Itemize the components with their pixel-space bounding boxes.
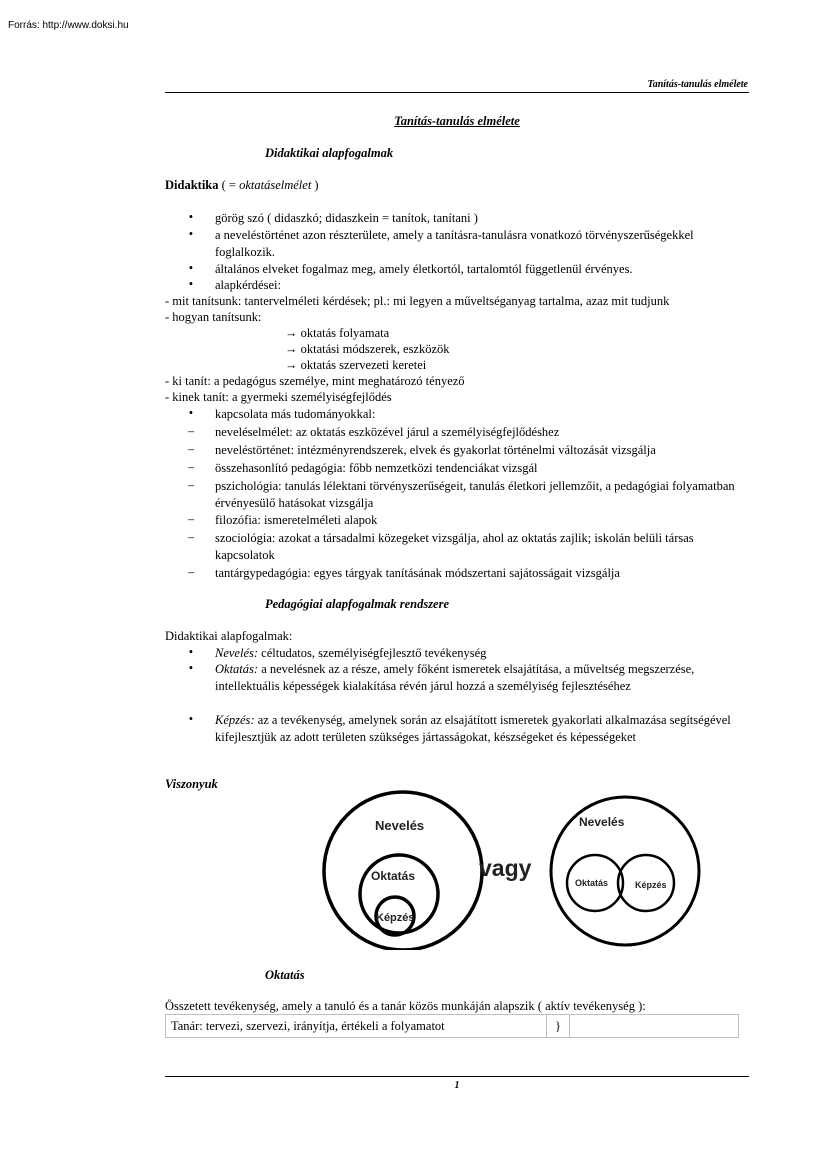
kepzes-label: Képzés xyxy=(376,912,415,924)
page-number: 1 xyxy=(454,1080,460,1091)
concept-term: Oktatás: xyxy=(215,662,259,676)
question-ki: - ki tanít: a pedagógus személye, mint meghatározó tényező xyxy=(165,374,465,388)
list-item: általános elveket fogalmaz meg, amely életkortól, tartalomtól függetlenül érvényes. xyxy=(215,262,633,276)
bullet-icon: • xyxy=(188,210,194,224)
oktatas-label-2: Oktatás xyxy=(575,878,609,888)
def-italic: oktatáselmélet xyxy=(239,178,312,192)
concept-term: Képzés: xyxy=(215,713,255,727)
neveles-circle-2 xyxy=(551,797,699,945)
def-open: ( = xyxy=(218,178,240,192)
table-cell: Tanár: tervezi, szervezi, irányítja, értékeli a folyamatot xyxy=(166,1015,547,1038)
list-item: görög szó ( didaszkó; didaszkein = tanítok, tanítani ) xyxy=(215,211,478,225)
running-header: Tanítás-tanulás elmélete xyxy=(647,79,748,90)
heading-didaktikai: Didaktikai alapfogalmak xyxy=(265,146,394,160)
arrow-item: → oktatás szervezeti keretei xyxy=(285,358,427,372)
oktatas-label: Oktatás xyxy=(371,869,416,883)
question-hogyan: - hogyan tanítsunk: xyxy=(165,310,262,324)
bullet-icon: • xyxy=(188,406,194,420)
dash-icon: – xyxy=(187,565,195,579)
intro-didaktikai: Didaktikai alapfogalmak: xyxy=(165,629,293,643)
dash-icon: – xyxy=(187,424,195,438)
dash-icon: – xyxy=(187,460,195,474)
bullet-icon: • xyxy=(188,227,194,241)
dash-icon: – xyxy=(187,530,195,544)
arrow-item: → oktatási módszerek, eszközök xyxy=(285,342,450,356)
list-item: kapcsolata más tudományokkal: xyxy=(215,407,376,421)
footer-rule xyxy=(165,1076,749,1077)
concept-kepzes xyxy=(215,712,755,746)
concept-text: az a tevékenység, amelynek során az elsajátított ismeretek gyakorlati alkalmazása segítségével kifejlesztjük az adott területen szükséges jártasságokat, készségeket és képességeket xyxy=(215,713,731,744)
vagy-label: vagy xyxy=(479,855,532,881)
bullet-icon: • xyxy=(188,277,194,291)
def-term: Didaktika xyxy=(165,178,219,192)
concept-oktatas xyxy=(215,661,755,695)
bullet-icon: • xyxy=(188,661,194,675)
list-item: tantárgypedagógia: egyes tárgyak tanításának módszertani sajátosságait vizsgálja xyxy=(215,566,620,580)
list-item: neveléstörténet: intézményrendszerek, elvek és gyakorlat történelmi változását vizsgálja xyxy=(215,443,656,457)
list-item: összehasonlító pedagógia: főbb nemzetközi tendenciákat vizsgál xyxy=(215,461,538,475)
list-item: a neveléstörténet azon részterülete, amely a tanításra-tanulásra vonatkozó törvényszerűségekkel foglalkozik. xyxy=(215,228,694,259)
question-mit: - mit tanítsunk: tantervelméleti kérdések; pl.: mi legyen a műveltséganyag tartalma, azaz mit tudjunk xyxy=(165,294,670,308)
list-item: alapkérdései: xyxy=(215,278,281,292)
dash-icon: – xyxy=(187,478,195,492)
didaktika-definition xyxy=(165,177,319,193)
list-item: szociológia: azokat a társadalmi közegeket vizsgálja, ahol az oktatás zajlik; iskolán belüli társas kapcsolatok xyxy=(215,531,694,562)
header-rule xyxy=(165,92,749,93)
table-cell xyxy=(570,1015,739,1038)
dash-icon: – xyxy=(187,442,195,456)
neveles-label-2: Nevelés xyxy=(579,815,625,829)
arrow-item: → oktatás folyamata xyxy=(285,326,390,340)
bullet-icon: • xyxy=(188,261,194,275)
concept-text: a nevelésnek az a része, amely főként ismeretek elsajátítása, a műveltség megszerzése, intellektuális képességek kialakítása révén járul hozzá a személyiség fejlesztéséhez xyxy=(215,662,695,693)
table-cell: } xyxy=(547,1015,570,1038)
list-item: pszichológia: tanulás lélektani törvényszerűségeit, tanulás életkori jellemzőit, a pedagógiai folyamatban érvényesülő hatásokat vizsgálja xyxy=(215,479,735,510)
bullet-icon: • xyxy=(188,645,194,659)
teacher-table xyxy=(165,1014,739,1038)
kepzes-label-2: Képzés xyxy=(635,880,667,890)
viszonyuk-heading: Viszonyuk xyxy=(165,777,218,791)
neveles-label: Nevelés xyxy=(375,818,425,833)
doc-title: Tanítás-tanulás elmélete xyxy=(394,114,520,128)
def-close: ) xyxy=(311,178,319,192)
list-item: neveléselmélet: az oktatás eszközével járul a személyiségfejlődéshez xyxy=(215,425,560,439)
relationship-diagram xyxy=(305,790,715,950)
heading-pedagogiai: Pedagógiai alapfogalmak rendszere xyxy=(265,597,450,611)
heading-oktatas: Oktatás xyxy=(265,968,305,982)
table-row xyxy=(166,1015,739,1038)
bullet-icon: • xyxy=(188,712,194,726)
concept-term: Nevelés: xyxy=(215,646,259,660)
dash-icon: – xyxy=(187,512,195,526)
list-item: filozófia: ismeretelméleti alapok xyxy=(215,513,378,527)
concept-neveles xyxy=(215,645,755,662)
source-note: Forrás: http://www.doksi.hu xyxy=(8,20,129,31)
intro-oktatas: Összetett tevékenység, amely a tanuló és a tanár közös munkáján alapszik ( aktív tevékenység ): xyxy=(165,999,646,1013)
question-kinek: - kinek tanít: a gyermeki személyiségfejlődés xyxy=(165,390,392,404)
concept-text: céltudatos, személyiségfejlesztő tevékenység xyxy=(258,646,487,660)
